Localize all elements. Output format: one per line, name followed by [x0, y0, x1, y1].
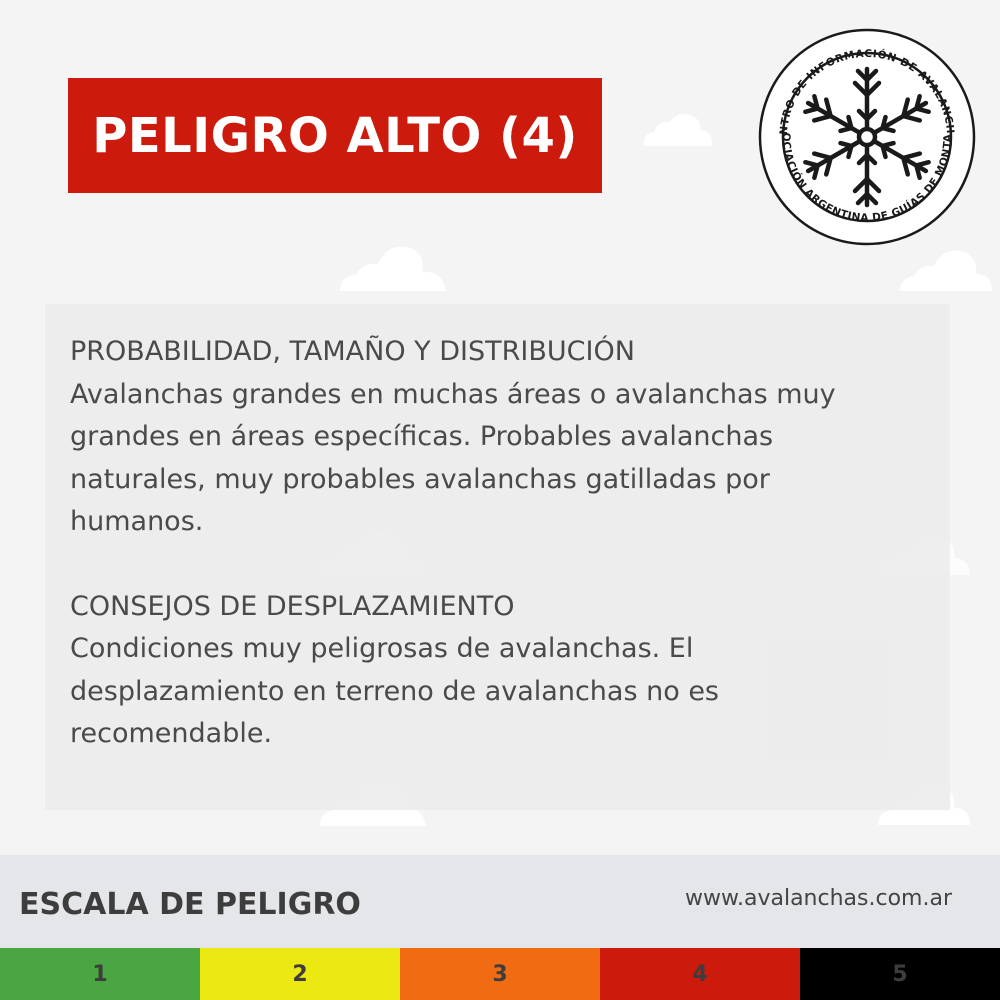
probability-body: Avalanchas grandes en muchas áreas o avalanchas muy grandes en áreas específicas. Probables avalanchas naturales, muy probables avalanchas gatilladas por humanos. [70, 378, 836, 537]
scale-step-2: 2 [200, 948, 400, 1000]
cloud-icon [898, 246, 994, 292]
scale-step-5: 5 [800, 948, 1000, 1000]
website-url: www.avalanchas.com.ar [685, 886, 952, 911]
organization-logo [757, 27, 977, 247]
probability-heading: PROBABILIDAD, TAMAÑO Y DISTRIBUCIÓN [70, 336, 635, 367]
danger-level-banner [68, 78, 602, 193]
cloud-icon [640, 108, 715, 148]
danger-level-title: PELIGRO ALTO (4) [92, 107, 578, 164]
cloud-icon [338, 240, 450, 292]
logo-seal [757, 27, 977, 247]
scale-step-4: 4 [600, 948, 800, 1000]
danger-scale [0, 948, 1000, 1000]
scale-step-3: 3 [400, 948, 600, 1000]
svg-text:CENTRO DE INFORMACIÓN DE AVALA: NTRO DE INFORMACIÓN DE AVALANCH [777, 47, 957, 136]
travel-advice-body: Condiciones muy peligrosas de avalanchas. El desplazamiento en terreno de avalanchas no es recomendable. [70, 633, 720, 749]
travel-advice-heading: CONSEJOS DE DESPLAZAMIENTO [70, 590, 515, 622]
scale-step-1: 1 [0, 948, 200, 1000]
danger-scale-title: ESCALA DE PELIGRO [19, 887, 361, 922]
info-panel-text [70, 331, 910, 756]
svg-text:ASOCIACIÓN ARGENTINA DE GUÍAS: OCIACIÓN ARGENTINA DE GUÍAS DE MONTA [779, 132, 955, 225]
